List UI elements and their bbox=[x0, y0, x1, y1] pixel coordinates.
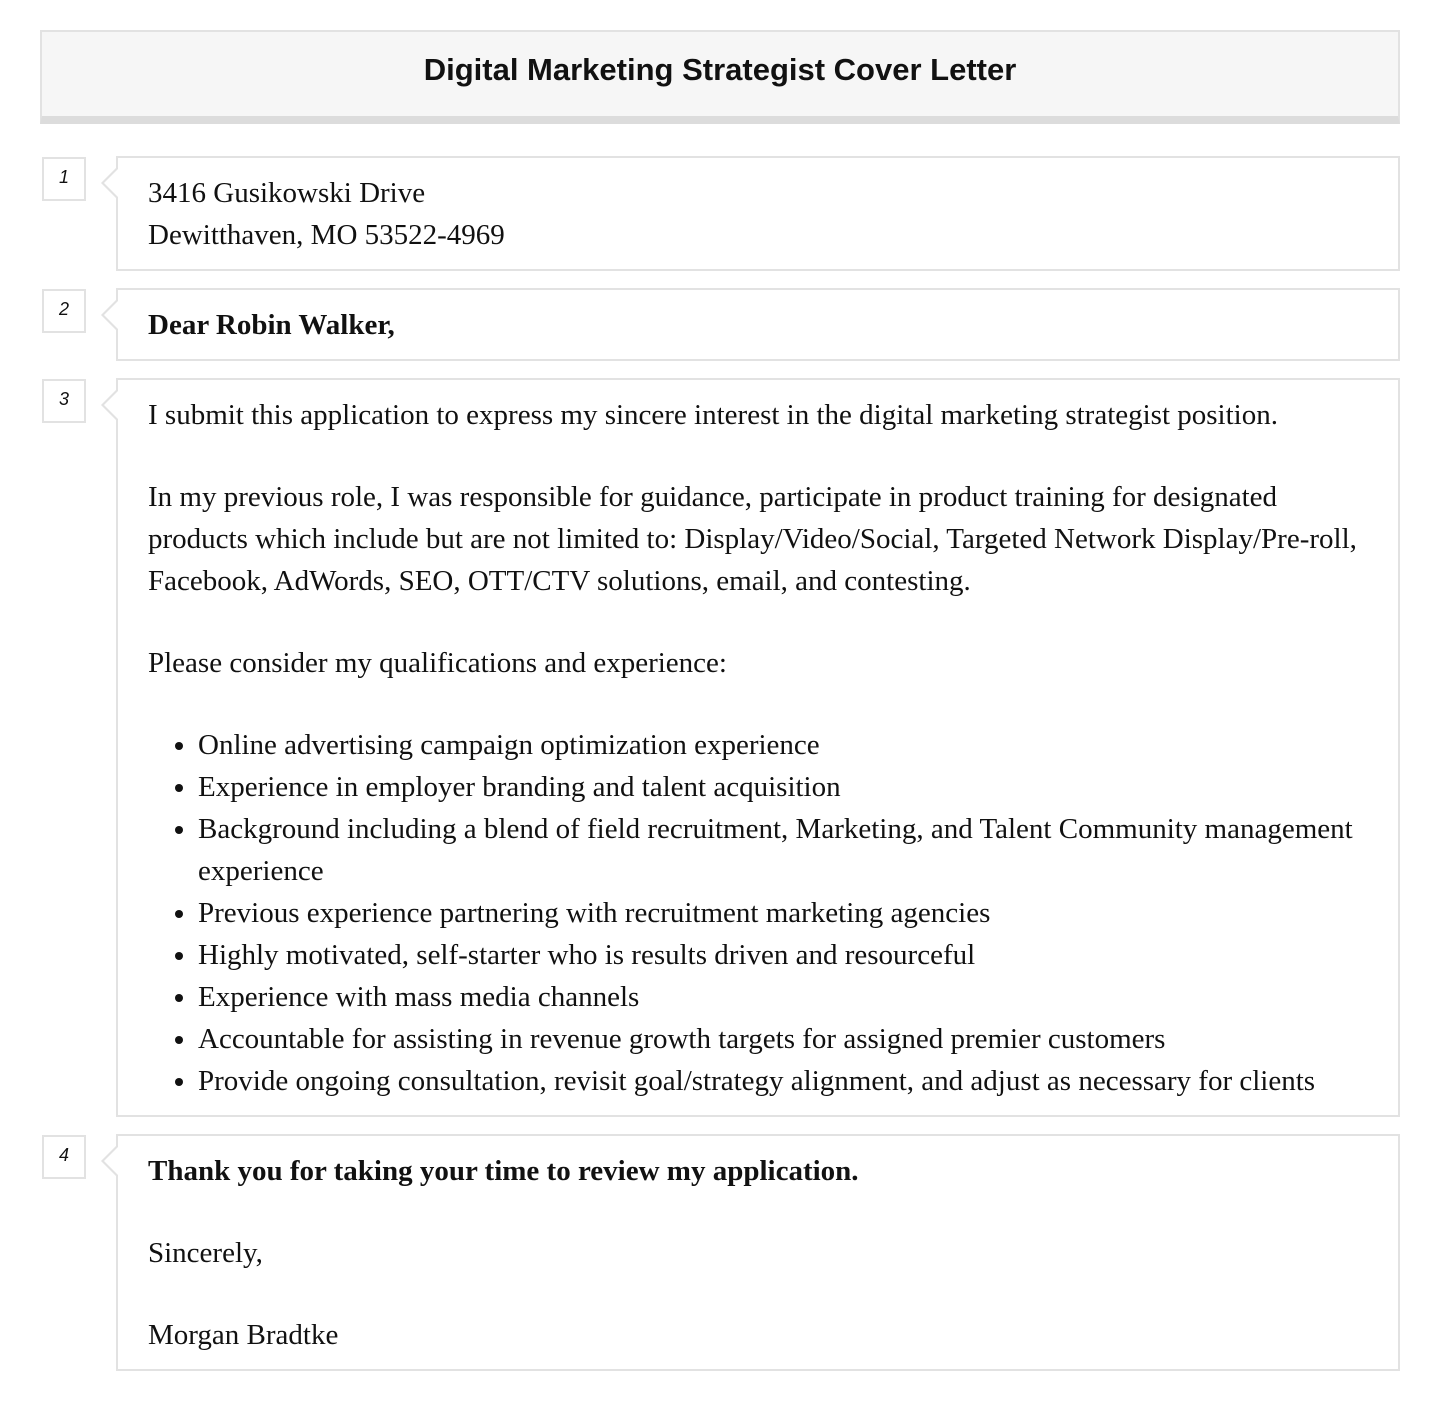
list-item: • Background including a blend of field recruitment, Marketing, and Talent Community management experience bbox=[198, 808, 1368, 892]
list-item: • Accountable for assisting in revenue growth targets for assigned premier customers bbox=[198, 1018, 1368, 1060]
experience-paragraph: In my previous role, I was responsible for guidance, participate in product training for designated products which include but are not limited to: Display/Video/Social, Targeted Network Display/Pre-roll, Facebook, AdWords, SEO, OTT/CTV solutions, email, and contesting. bbox=[148, 481, 1357, 597]
section-box bbox=[116, 1134, 1400, 1371]
qualifications-intro: Please consider my qualifications and experience: bbox=[148, 647, 727, 679]
section-number: 3 bbox=[42, 379, 86, 423]
section-number: 4 bbox=[42, 1135, 86, 1179]
address-line-2: Dewitthaven, MO 53522-4969 bbox=[148, 219, 505, 251]
section-number: 1 bbox=[42, 157, 86, 201]
list-item: • Highly motivated, self-starter who is results driven and resourceful bbox=[198, 934, 1368, 976]
title-bar bbox=[40, 30, 1400, 124]
section-box bbox=[116, 156, 1400, 271]
list-item: • Online advertising campaign optimization experience bbox=[198, 724, 1368, 766]
cover-letter-page bbox=[40, 30, 1400, 124]
list-item: • Experience in employer branding and talent acquisition bbox=[198, 766, 1368, 808]
list-item: • Provide ongoing consultation, revisit goal/strategy alignment, and adjust as necessary for clients bbox=[198, 1060, 1368, 1102]
intro-paragraph: I submit this application to express my sincere interest in the digital marketing strategist position. bbox=[148, 399, 1278, 431]
page-title: Digital Marketing Strategist Cover Letter bbox=[423, 52, 1017, 87]
list-item: • Previous experience partnering with recruitment marketing agencies bbox=[198, 892, 1368, 934]
address-line-1: 3416 Gusikowski Drive bbox=[148, 177, 426, 209]
qualifications-list bbox=[148, 724, 1368, 1102]
signature: Morgan Bradtke bbox=[148, 1319, 339, 1351]
section-box bbox=[116, 378, 1400, 1117]
greeting: Dear Robin Walker, bbox=[148, 309, 395, 341]
section-box bbox=[116, 288, 1400, 361]
section-number: 2 bbox=[42, 289, 86, 333]
thanks-line: Thank you for taking your time to review my application. bbox=[148, 1155, 859, 1187]
list-item: • Experience with mass media channels bbox=[198, 976, 1368, 1018]
closing-line: Sincerely, bbox=[148, 1237, 263, 1269]
